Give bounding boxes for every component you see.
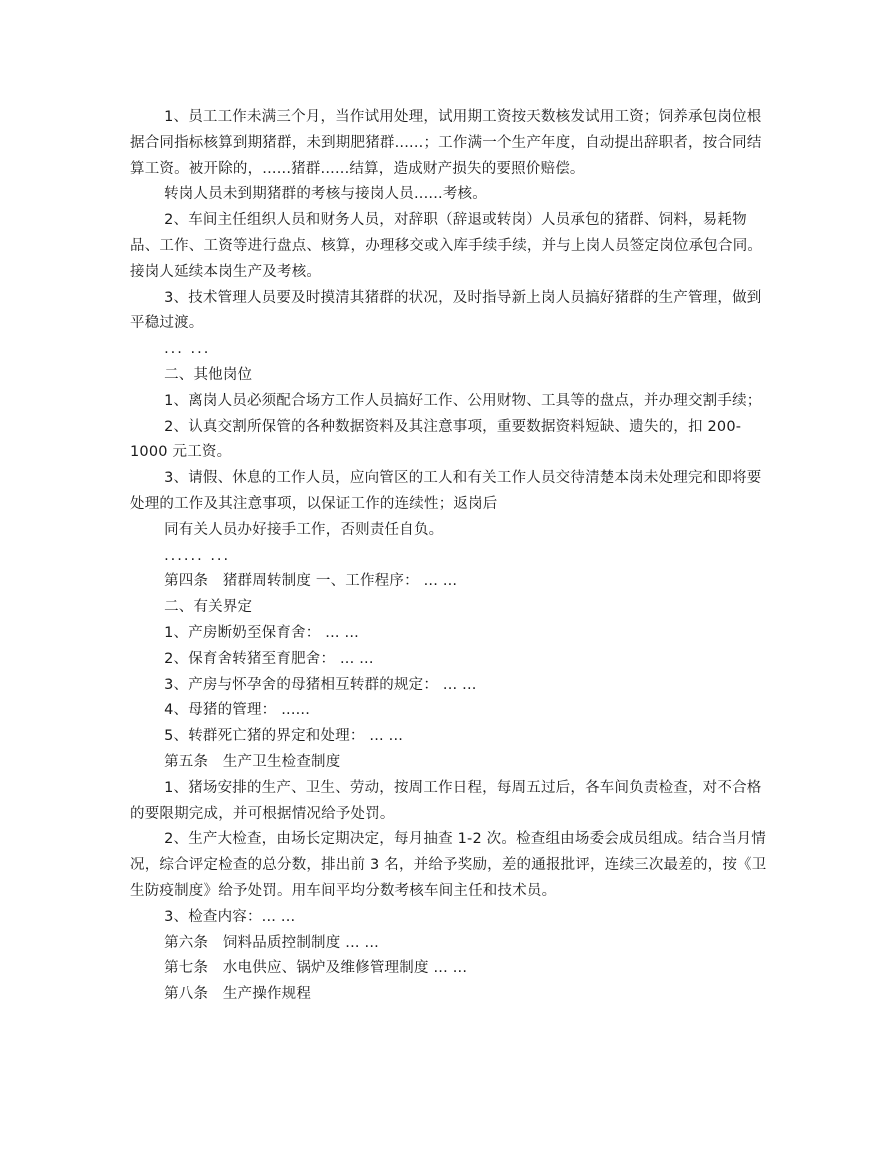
ellipsis-line: ... ... bbox=[164, 341, 211, 358]
article-heading: 第八条 生产操作规程 bbox=[164, 986, 312, 1003]
ellipsis-line: ...... ... bbox=[164, 547, 231, 564]
paragraph: 3、技术管理人员要及时摸清其猪群的状况，及时指导新上岗人员搞好猪群的生产管理，做到平稳过渡。 bbox=[130, 289, 762, 332]
article-heading: 第六条 饲料品质控制制度 ... ... bbox=[164, 934, 379, 951]
list-item: 2、保育舍转猪至育肥舍： ... ... bbox=[164, 650, 374, 667]
list-item: 1、产房断奶至保育舍： ... ... bbox=[164, 624, 359, 641]
paragraph: 同有关人员办好接手工作，否则责任自负。 bbox=[164, 521, 444, 538]
paragraph: 3、请假、休息的工作人员，应向管区的工人和有关工作人员交待清楚本岗未处理完和即将要处理的工作及其注意事项，以保证工作的连续性；返岗后 bbox=[130, 470, 762, 512]
document-body bbox=[130, 105, 770, 1008]
section-heading: 二、其他岗位 bbox=[164, 366, 253, 383]
list-item: 5、转群死亡猪的界定和处理： ... ... bbox=[164, 728, 404, 745]
section-heading: 二、有关界定 bbox=[164, 599, 253, 616]
list-item: 4、母猪的管理： ...... bbox=[164, 702, 311, 719]
article-heading: 第四条 猪群周转制度 一、工作程序： ... ... bbox=[164, 573, 458, 590]
list-item: 3、检查内容：... ... bbox=[164, 908, 296, 925]
list-item: 3、产房与怀孕舍的母猪相互转群的规定： ... ... bbox=[164, 676, 477, 693]
article-heading: 第七条 水电供应、锅炉及维修管理制度 ... ... bbox=[164, 960, 468, 977]
paragraph: 转岗人员未到期猪群的考核与接岗人员......考核。 bbox=[164, 186, 487, 203]
paragraph: 1、员工工作未满三个月，当作试用处理，试用期工资按天数核发试用工资；饲养承包岗位根据合同指标核算到期猪群，未到期肥猪群......；工作满一个生产年度，自动提出辞职者，按合同结算工资。被开除的，......猪群......结算，造成财产损失的要照价赔偿。 bbox=[130, 109, 762, 177]
paragraph: 2、车间主任组织人员和财务人员，对辞职（辞退或转岗）人员承包的猪群、饲料，易耗物品、工作、工资等进行盘点、核算，办理移交或入库手续手续，并与上岗人员签定岗位承包合同。接岗人延续本岗生产及考核。 bbox=[130, 212, 763, 280]
paragraph: 2、认真交割所保管的各种数据资料及其注意事项，重要数据资料短缺、遗失的，扣 200-1000 元工资。 bbox=[130, 418, 742, 461]
paragraph: 1、猪场安排的生产、卫生、劳动，按周工作日程，每周五过后，各车间负责检查，对不合格的要限期完成，并可根据情况给予处罚。 bbox=[130, 779, 762, 822]
paragraph: 1、离岗人员必须配合场方工作人员搞好工作、公用财物、工具等的盘点，并办理交割手续； bbox=[164, 392, 762, 409]
paragraph: 2、生产大检查，由场长定期决定，每月抽查 1-2 次。检查组由场委会成员组成。结合当月情况，综合评定检查的总分数，排出前 3 名，并给予奖励，差的通报批评，连续三次最差的，按《卫生防疫制度》给予处罚。用车间平均分数考核车间主任和技术员。 bbox=[130, 831, 767, 899]
article-heading: 第五条 生产卫生检查制度 bbox=[164, 753, 341, 770]
